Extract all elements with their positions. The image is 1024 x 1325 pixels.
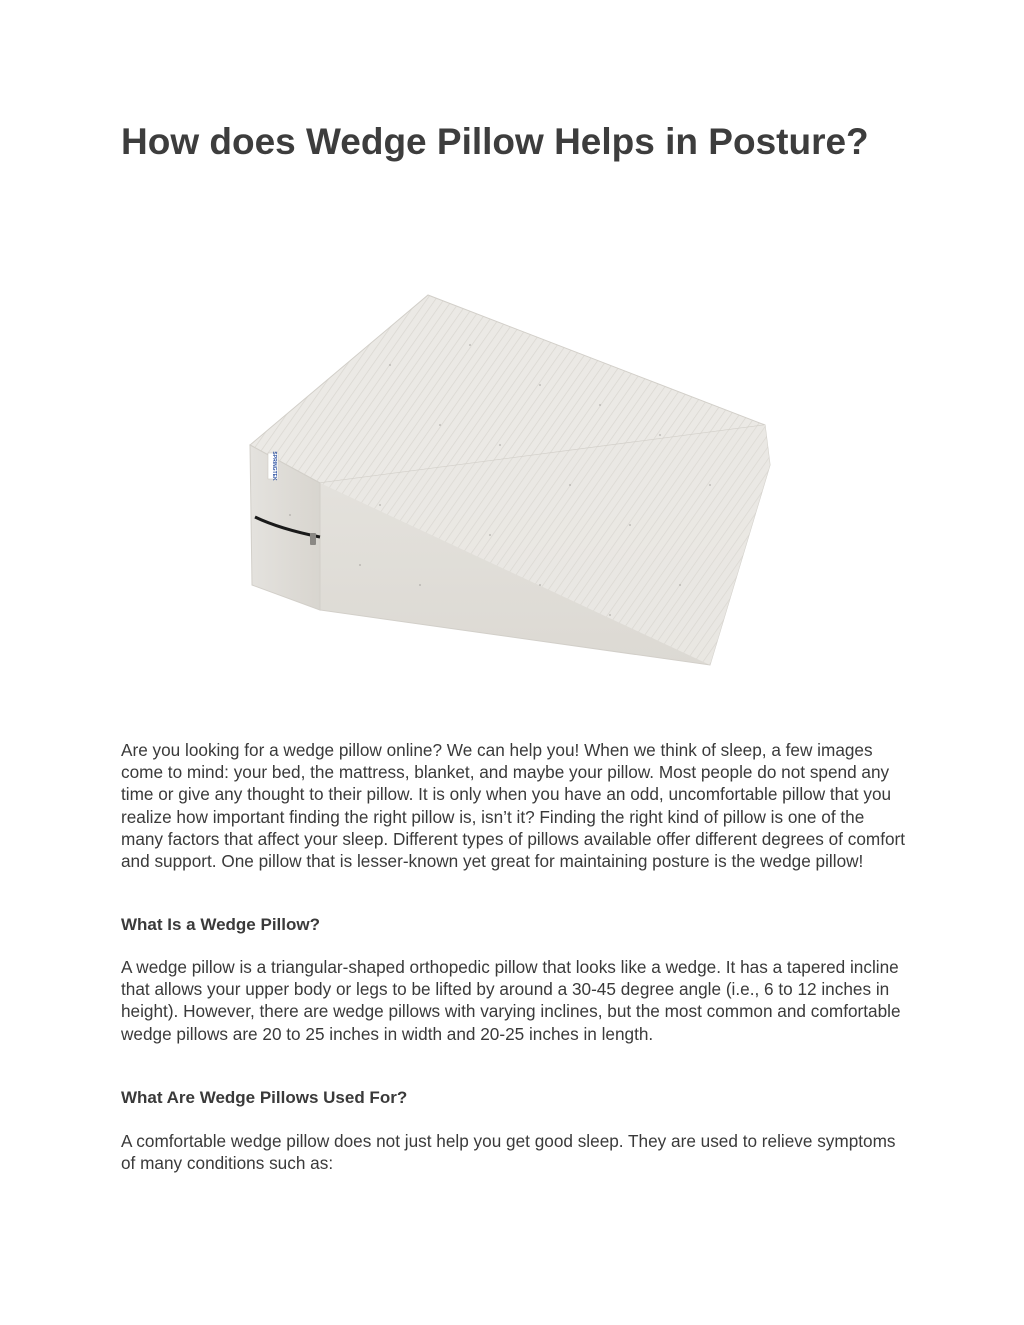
svg-text:SPRINGTEK: SPRINGTEK [271,451,277,481]
section-body-what-is: A wedge pillow is a triangular-shaped orthopedic pillow that looks like a wedge. It has a tapered incline that allows your upper body or legs to be lifted by around a 30-45 degree angle (i.e., 6 to 12 inches in height). However, there are wedge pillows with varying inclines, but the most common and comfortable wedge pillows are 20 to 25 inches in width and 20-25 inches in length. [121,957,901,1044]
page-title: How does Wedge Pillow Helps in Posture? [121,121,869,162]
brand-label [268,451,278,481]
intro-paragraph: Are you looking for a wedge pillow online? We can help you! When we think of sleep, a few images come to mind: your bed, the mattress, blanket, and maybe your pillow. Most people do not spend any time or give any thought to their pillow. It is only when you have an odd, uncomfortable pillow that you realize how important finding the right pillow is, isn’t it? Finding the right kind of pillow is one of the many factors that affect your sleep. Different types of pillows available offer different degrees of comfort and support. One pillow that is lesser-known yet great for maintaining posture is the wedge pillow! [121,740,906,872]
wedge-pillow-image [240,285,800,685]
section-heading-what-is: What Is a Wedge Pillow? [121,915,320,934]
section-heading-used-for: What Are Wedge Pillows Used For? [121,1088,408,1107]
section-body-used-for: A comfortable wedge pillow does not just help you get good sleep. They are used to relieve symptoms of many conditions such as: [121,1131,896,1174]
